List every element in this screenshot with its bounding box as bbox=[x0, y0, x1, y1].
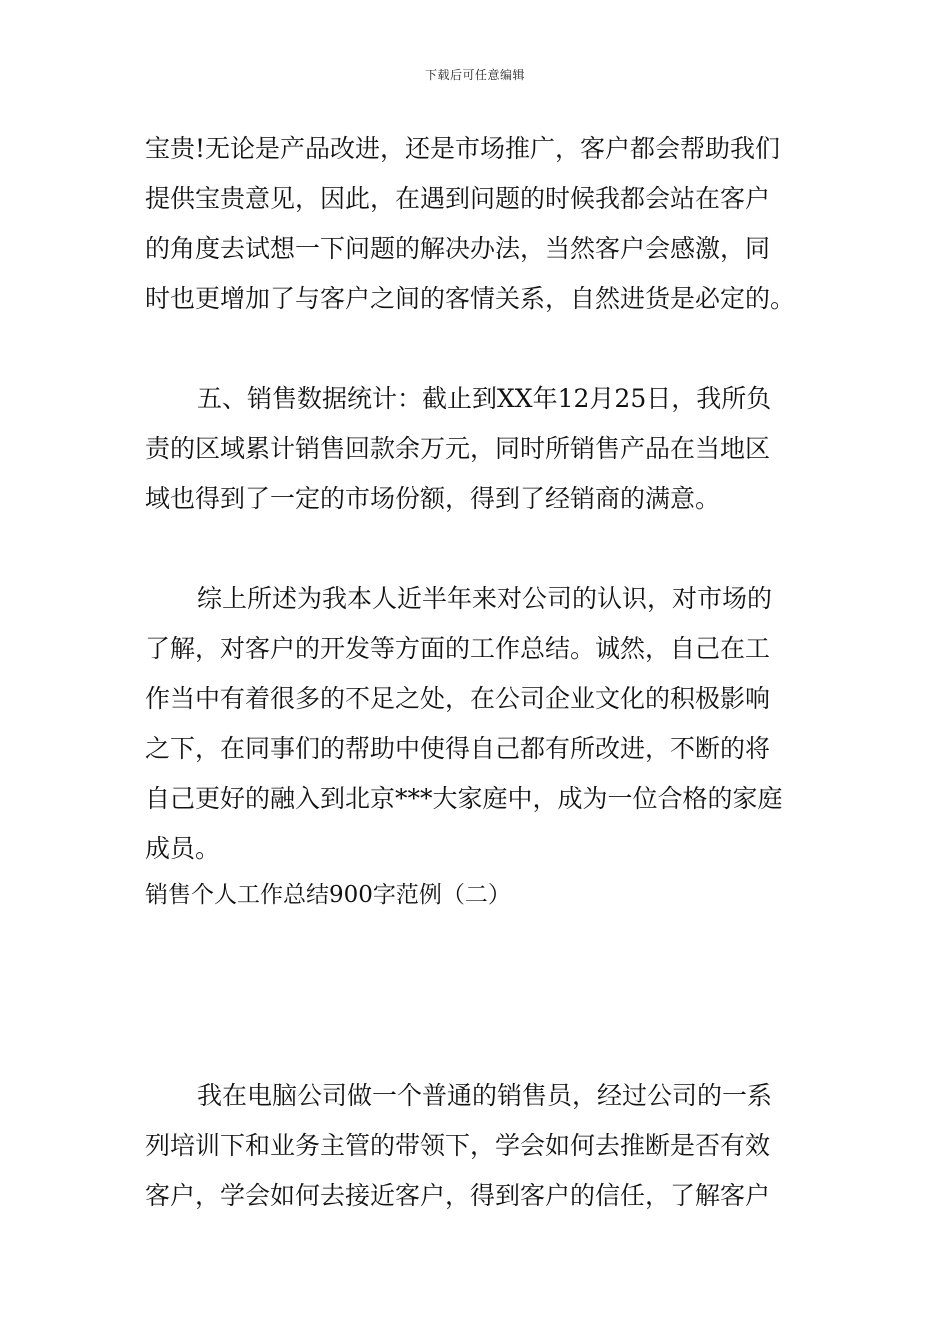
paragraph-line: 综上所述为我本人近半年来对公司的认识，对市场的 bbox=[197, 584, 773, 613]
paragraph-line: 提供宝贵意见，因此，在遇到问题的时候我都会站在客户 bbox=[145, 184, 771, 213]
paragraph-line: 了解，对客户的开发等方面的工作总结。诚然，自己在工 bbox=[145, 634, 771, 663]
page-header: 下载后可任意编辑 bbox=[424, 68, 525, 82]
section-title: 销售个人工作总结900字范例（二） bbox=[145, 882, 511, 908]
paragraph-line: 自己更好的融入到北京***大家庭中，成为一位合格的家庭 bbox=[145, 784, 783, 813]
paragraph-line: 宝贵!无论是产品改进，还是市场推广，客户都会帮助我们 bbox=[145, 134, 781, 163]
paragraph-line: 域也得到了一定的市场份额，得到了经销商的满意。 bbox=[145, 484, 721, 513]
paragraph-line: 时也更增加了与客户之间的客情关系，自然进货是必定的。 bbox=[145, 284, 796, 313]
paragraph-line: 客户，学会如何去接近客户，得到客户的信任，了解客户 bbox=[145, 1181, 771, 1210]
paragraph-line: 我在电脑公司做一个普通的销售员，经过公司的一系 bbox=[197, 1081, 773, 1110]
paragraph-line: 五、销售数据统计：截止到XX年12月25日，我所负 bbox=[197, 384, 772, 413]
paragraph-line: 作当中有着很多的不足之处，在公司企业文化的积极影响 bbox=[145, 684, 771, 713]
paragraph-line: 列培训下和业务主管的带领下，学会如何去推断是否有效 bbox=[145, 1131, 771, 1160]
paragraph-line: 责的区域累计销售回款余万元，同时所销售产品在当地区 bbox=[145, 434, 771, 463]
paragraph-line: 成员。 bbox=[145, 834, 221, 863]
paragraph-line: 的角度去试想一下问题的解决办法，当然客户会感激，同 bbox=[145, 234, 771, 263]
paragraph-line: 之下，在同事们的帮助中使得自己都有所改进，不断的将 bbox=[145, 734, 771, 763]
